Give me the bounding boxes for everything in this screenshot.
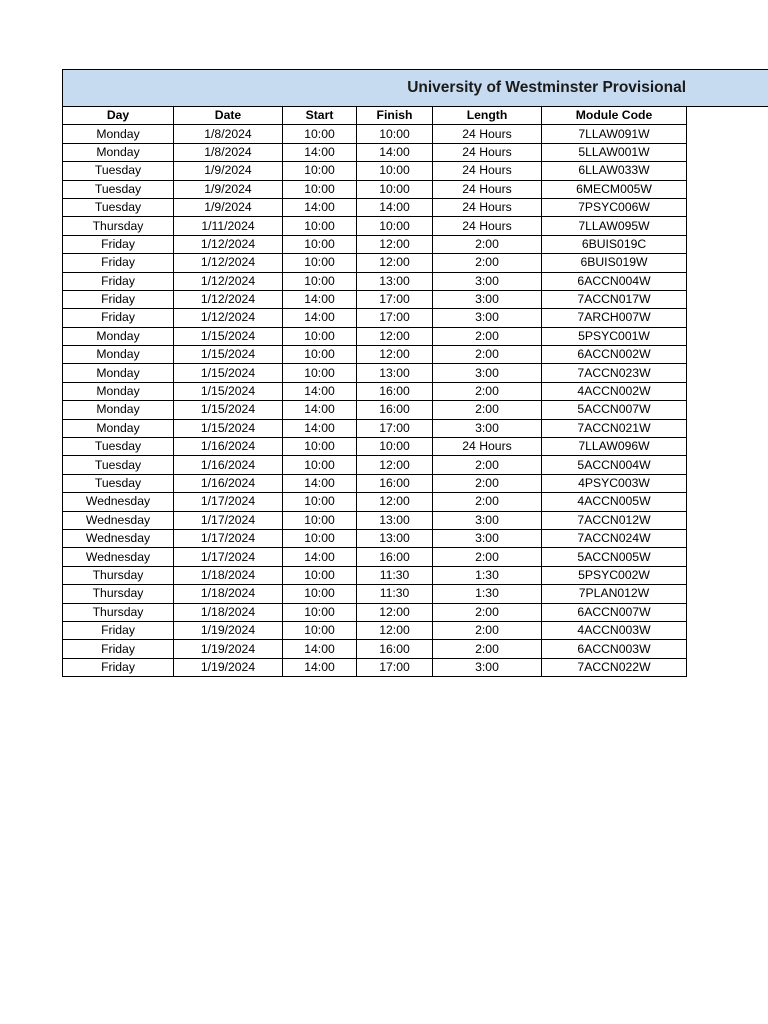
table-row [63, 327, 687, 345]
module-code-cell[interactable]: 4ACCN003W [542, 621, 687, 639]
finish-cell[interactable]: 11:30 [357, 585, 433, 603]
finish-cell[interactable]: 12:00 [357, 235, 433, 253]
day-cell[interactable]: Monday [63, 401, 174, 419]
start-cell[interactable]: 10:00 [283, 125, 357, 143]
start-cell[interactable]: 10:00 [283, 254, 357, 272]
table-row [63, 456, 687, 474]
day-cell[interactable]: Friday [63, 235, 174, 253]
start-cell[interactable]: 10:00 [283, 511, 357, 529]
finish-cell[interactable]: 13:00 [357, 529, 433, 547]
date-cell[interactable]: 1/9/2024 [174, 198, 283, 216]
date-cell[interactable]: 1/19/2024 [174, 621, 283, 639]
sheet-title: University of Westminster Provisional [407, 79, 686, 96]
date-cell[interactable]: 1/8/2024 [174, 143, 283, 161]
module-code-cell[interactable]: 7LLAW096W [542, 438, 687, 456]
finish-cell[interactable]: 12:00 [357, 621, 433, 639]
table-body [63, 125, 687, 677]
table-row [63, 658, 687, 676]
date-cell[interactable]: 1/12/2024 [174, 290, 283, 308]
date-cell[interactable]: 1/9/2024 [174, 180, 283, 198]
day-cell[interactable]: Monday [63, 327, 174, 345]
day-cell[interactable]: Thursday [63, 566, 174, 584]
table-row [63, 511, 687, 529]
module-code-cell[interactable]: 5ACCN004W [542, 456, 687, 474]
finish-cell[interactable]: 13:00 [357, 364, 433, 382]
length-cell[interactable]: 2:00 [433, 401, 542, 419]
column-header-length[interactable]: Length [433, 107, 542, 125]
date-cell[interactable]: 1/15/2024 [174, 419, 283, 437]
table-row [63, 346, 687, 364]
module-code-cell[interactable]: 4ACCN005W [542, 493, 687, 511]
length-cell[interactable]: 24 Hours [433, 125, 542, 143]
finish-cell[interactable]: 16:00 [357, 640, 433, 658]
module-code-cell[interactable]: 4PSYC003W [542, 474, 687, 492]
finish-cell[interactable]: 17:00 [357, 290, 433, 308]
module-code-cell[interactable]: 7ARCH007W [542, 309, 687, 327]
length-cell[interactable]: 24 Hours [433, 198, 542, 216]
finish-cell[interactable]: 17:00 [357, 658, 433, 676]
date-cell[interactable]: 1/19/2024 [174, 640, 283, 658]
date-cell[interactable]: 1/15/2024 [174, 346, 283, 364]
length-cell[interactable]: 1:30 [433, 566, 542, 584]
date-cell[interactable]: 1/12/2024 [174, 235, 283, 253]
length-cell[interactable]: 2:00 [433, 327, 542, 345]
start-cell[interactable]: 14:00 [283, 474, 357, 492]
module-code-cell[interactable]: 7ACCN022W [542, 658, 687, 676]
start-cell[interactable]: 10:00 [283, 162, 357, 180]
table-row [63, 143, 687, 161]
start-cell[interactable]: 10:00 [283, 566, 357, 584]
module-code-cell[interactable]: 5ACCN007W [542, 401, 687, 419]
date-cell[interactable]: 1/19/2024 [174, 658, 283, 676]
table-row [63, 364, 687, 382]
day-cell[interactable]: Thursday [63, 585, 174, 603]
day-cell[interactable]: Monday [63, 125, 174, 143]
start-cell[interactable]: 10:00 [283, 603, 357, 621]
length-cell[interactable]: 2:00 [433, 254, 542, 272]
table-row [63, 621, 687, 639]
day-cell[interactable]: Friday [63, 658, 174, 676]
table-row [63, 566, 687, 584]
column-header-finish[interactable]: Finish [357, 107, 433, 125]
column-header-module-code[interactable]: Module Code [542, 107, 687, 125]
date-cell[interactable]: 1/15/2024 [174, 382, 283, 400]
day-cell[interactable]: Friday [63, 621, 174, 639]
table-row [63, 548, 687, 566]
day-cell[interactable]: Monday [63, 143, 174, 161]
date-cell[interactable]: 1/12/2024 [174, 254, 283, 272]
length-cell[interactable]: 2:00 [433, 548, 542, 566]
module-code-cell[interactable]: 7ACCN021W [542, 419, 687, 437]
length-cell[interactable]: 2:00 [433, 474, 542, 492]
length-cell[interactable]: 1:30 [433, 585, 542, 603]
finish-cell[interactable]: 13:00 [357, 511, 433, 529]
module-code-cell[interactable]: 6LLAW033W [542, 162, 687, 180]
exam-schedule-table [62, 106, 687, 677]
column-header-start[interactable]: Start [283, 107, 357, 125]
finish-cell[interactable]: 12:00 [357, 603, 433, 621]
module-code-cell[interactable]: 5PSYC002W [542, 566, 687, 584]
date-cell[interactable]: 1/16/2024 [174, 438, 283, 456]
finish-cell[interactable]: 10:00 [357, 217, 433, 235]
day-cell[interactable]: Tuesday [63, 474, 174, 492]
table-row [63, 162, 687, 180]
table-row [63, 585, 687, 603]
day-cell[interactable]: Friday [63, 254, 174, 272]
finish-cell[interactable]: 12:00 [357, 493, 433, 511]
finish-cell[interactable]: 17:00 [357, 419, 433, 437]
start-cell[interactable]: 10:00 [283, 585, 357, 603]
day-cell[interactable]: Tuesday [63, 438, 174, 456]
header-row [63, 107, 687, 125]
module-code-cell[interactable]: 7LLAW095W [542, 217, 687, 235]
column-header-date[interactable]: Date [174, 107, 283, 125]
table-row [63, 125, 687, 143]
module-code-cell[interactable]: 7ACCN012W [542, 511, 687, 529]
start-cell[interactable]: 14:00 [283, 658, 357, 676]
module-code-cell[interactable]: 6ACCN007W [542, 603, 687, 621]
start-cell[interactable]: 10:00 [283, 438, 357, 456]
length-cell[interactable]: 3:00 [433, 511, 542, 529]
finish-cell[interactable]: 14:00 [357, 198, 433, 216]
day-cell[interactable]: Wednesday [63, 511, 174, 529]
length-cell[interactable]: 24 Hours [433, 438, 542, 456]
start-cell[interactable]: 10:00 [283, 346, 357, 364]
module-code-cell[interactable]: 6MECM005W [542, 180, 687, 198]
module-code-cell[interactable]: 7ACCN017W [542, 290, 687, 308]
module-code-cell[interactable]: 6ACCN002W [542, 346, 687, 364]
start-cell[interactable]: 14:00 [283, 548, 357, 566]
start-cell[interactable]: 14:00 [283, 419, 357, 437]
table-row [63, 217, 687, 235]
table-row [63, 180, 687, 198]
table-row [63, 474, 687, 492]
table-row [63, 493, 687, 511]
day-cell[interactable]: Monday [63, 364, 174, 382]
day-cell[interactable]: Friday [63, 290, 174, 308]
date-cell[interactable]: 1/15/2024 [174, 364, 283, 382]
finish-cell[interactable]: 14:00 [357, 143, 433, 161]
finish-cell[interactable]: 10:00 [357, 125, 433, 143]
module-code-cell[interactable]: 7PLAN012W [542, 585, 687, 603]
module-code-cell[interactable]: 6ACCN004W [542, 272, 687, 290]
length-cell[interactable]: 24 Hours [433, 217, 542, 235]
date-cell[interactable]: 1/18/2024 [174, 585, 283, 603]
table-row [63, 529, 687, 547]
length-cell[interactable]: 3:00 [433, 658, 542, 676]
spreadsheet [62, 69, 768, 677]
start-cell[interactable]: 10:00 [283, 180, 357, 198]
finish-cell[interactable]: 16:00 [357, 382, 433, 400]
finish-cell[interactable]: 10:00 [357, 438, 433, 456]
start-cell[interactable]: 10:00 [283, 217, 357, 235]
length-cell[interactable]: 3:00 [433, 364, 542, 382]
finish-cell[interactable]: 16:00 [357, 401, 433, 419]
start-cell[interactable]: 10:00 [283, 493, 357, 511]
length-cell[interactable]: 2:00 [433, 603, 542, 621]
finish-cell[interactable]: 12:00 [357, 327, 433, 345]
finish-cell[interactable]: 16:00 [357, 474, 433, 492]
day-cell[interactable]: Wednesday [63, 548, 174, 566]
module-code-cell[interactable]: 5ACCN005W [542, 548, 687, 566]
start-cell[interactable]: 10:00 [283, 456, 357, 474]
module-code-cell[interactable]: 4ACCN002W [542, 382, 687, 400]
day-cell[interactable]: Wednesday [63, 493, 174, 511]
table-row [63, 401, 687, 419]
finish-cell[interactable]: 10:00 [357, 180, 433, 198]
day-cell[interactable]: Monday [63, 419, 174, 437]
table-row [63, 382, 687, 400]
date-cell[interactable]: 1/18/2024 [174, 603, 283, 621]
length-cell[interactable]: 24 Hours [433, 143, 542, 161]
table-row [63, 272, 687, 290]
module-code-cell[interactable]: 6BUIS019W [542, 254, 687, 272]
start-cell[interactable]: 14:00 [283, 309, 357, 327]
date-cell[interactable]: 1/8/2024 [174, 125, 283, 143]
day-cell[interactable]: Friday [63, 309, 174, 327]
table-row [63, 235, 687, 253]
day-cell[interactable]: Wednesday [63, 529, 174, 547]
day-cell[interactable]: Thursday [63, 603, 174, 621]
column-header-day[interactable]: Day [63, 107, 174, 125]
start-cell[interactable]: 10:00 [283, 621, 357, 639]
date-cell[interactable]: 1/15/2024 [174, 327, 283, 345]
day-cell[interactable]: Monday [63, 346, 174, 364]
table-row [63, 198, 687, 216]
length-cell[interactable]: 2:00 [433, 382, 542, 400]
date-cell[interactable]: 1/16/2024 [174, 456, 283, 474]
length-cell[interactable]: 3:00 [433, 290, 542, 308]
finish-cell[interactable]: 16:00 [357, 548, 433, 566]
title-band[interactable] [62, 69, 768, 107]
length-cell[interactable]: 2:00 [433, 346, 542, 364]
length-cell[interactable]: 2:00 [433, 640, 542, 658]
start-cell[interactable]: 14:00 [283, 290, 357, 308]
day-cell[interactable]: Monday [63, 382, 174, 400]
module-code-cell[interactable]: 6BUIS019C [542, 235, 687, 253]
finish-cell[interactable]: 12:00 [357, 346, 433, 364]
table-row [63, 419, 687, 437]
date-cell[interactable]: 1/9/2024 [174, 162, 283, 180]
finish-cell[interactable]: 12:00 [357, 254, 433, 272]
table-row [63, 640, 687, 658]
module-code-cell[interactable]: 5LLAW001W [542, 143, 687, 161]
date-cell[interactable]: 1/12/2024 [174, 272, 283, 290]
length-cell[interactable]: 2:00 [433, 235, 542, 253]
finish-cell[interactable]: 12:00 [357, 456, 433, 474]
start-cell[interactable]: 10:00 [283, 364, 357, 382]
day-cell[interactable]: Tuesday [63, 198, 174, 216]
table-row [63, 254, 687, 272]
module-code-cell[interactable]: 6ACCN003W [542, 640, 687, 658]
day-cell[interactable]: Thursday [63, 217, 174, 235]
length-cell[interactable]: 24 Hours [433, 162, 542, 180]
length-cell[interactable]: 2:00 [433, 456, 542, 474]
date-cell[interactable]: 1/11/2024 [174, 217, 283, 235]
finish-cell[interactable]: 13:00 [357, 272, 433, 290]
module-code-cell[interactable]: 7LLAW091W [542, 125, 687, 143]
date-cell[interactable]: 1/17/2024 [174, 511, 283, 529]
length-cell[interactable]: 3:00 [433, 419, 542, 437]
day-cell[interactable]: Friday [63, 640, 174, 658]
date-cell[interactable]: 1/15/2024 [174, 401, 283, 419]
date-cell[interactable]: 1/17/2024 [174, 529, 283, 547]
table-row [63, 290, 687, 308]
date-cell[interactable]: 1/17/2024 [174, 493, 283, 511]
date-cell[interactable]: 1/18/2024 [174, 566, 283, 584]
length-cell[interactable]: 2:00 [433, 621, 542, 639]
start-cell[interactable]: 10:00 [283, 235, 357, 253]
day-cell[interactable]: Tuesday [63, 162, 174, 180]
day-cell[interactable]: Tuesday [63, 456, 174, 474]
finish-cell[interactable]: 10:00 [357, 162, 433, 180]
length-cell[interactable]: 3:00 [433, 272, 542, 290]
date-cell[interactable]: 1/16/2024 [174, 474, 283, 492]
start-cell[interactable]: 14:00 [283, 198, 357, 216]
finish-cell[interactable]: 11:30 [357, 566, 433, 584]
start-cell[interactable]: 14:00 [283, 401, 357, 419]
length-cell[interactable]: 3:00 [433, 529, 542, 547]
module-code-cell[interactable]: 5PSYC001W [542, 327, 687, 345]
length-cell[interactable]: 3:00 [433, 309, 542, 327]
module-code-cell[interactable]: 7ACCN024W [542, 529, 687, 547]
start-cell[interactable]: 10:00 [283, 327, 357, 345]
table-row [63, 309, 687, 327]
module-code-cell[interactable]: 7ACCN023W [542, 364, 687, 382]
start-cell[interactable]: 10:00 [283, 272, 357, 290]
start-cell[interactable]: 14:00 [283, 640, 357, 658]
table-row [63, 438, 687, 456]
start-cell[interactable]: 10:00 [283, 529, 357, 547]
finish-cell[interactable]: 17:00 [357, 309, 433, 327]
start-cell[interactable]: 14:00 [283, 143, 357, 161]
start-cell[interactable]: 14:00 [283, 382, 357, 400]
length-cell[interactable]: 24 Hours [433, 180, 542, 198]
day-cell[interactable]: Tuesday [63, 180, 174, 198]
table-row [63, 603, 687, 621]
day-cell[interactable]: Friday [63, 272, 174, 290]
module-code-cell[interactable]: 7PSYC006W [542, 198, 687, 216]
date-cell[interactable]: 1/17/2024 [174, 548, 283, 566]
date-cell[interactable]: 1/12/2024 [174, 309, 283, 327]
length-cell[interactable]: 2:00 [433, 493, 542, 511]
